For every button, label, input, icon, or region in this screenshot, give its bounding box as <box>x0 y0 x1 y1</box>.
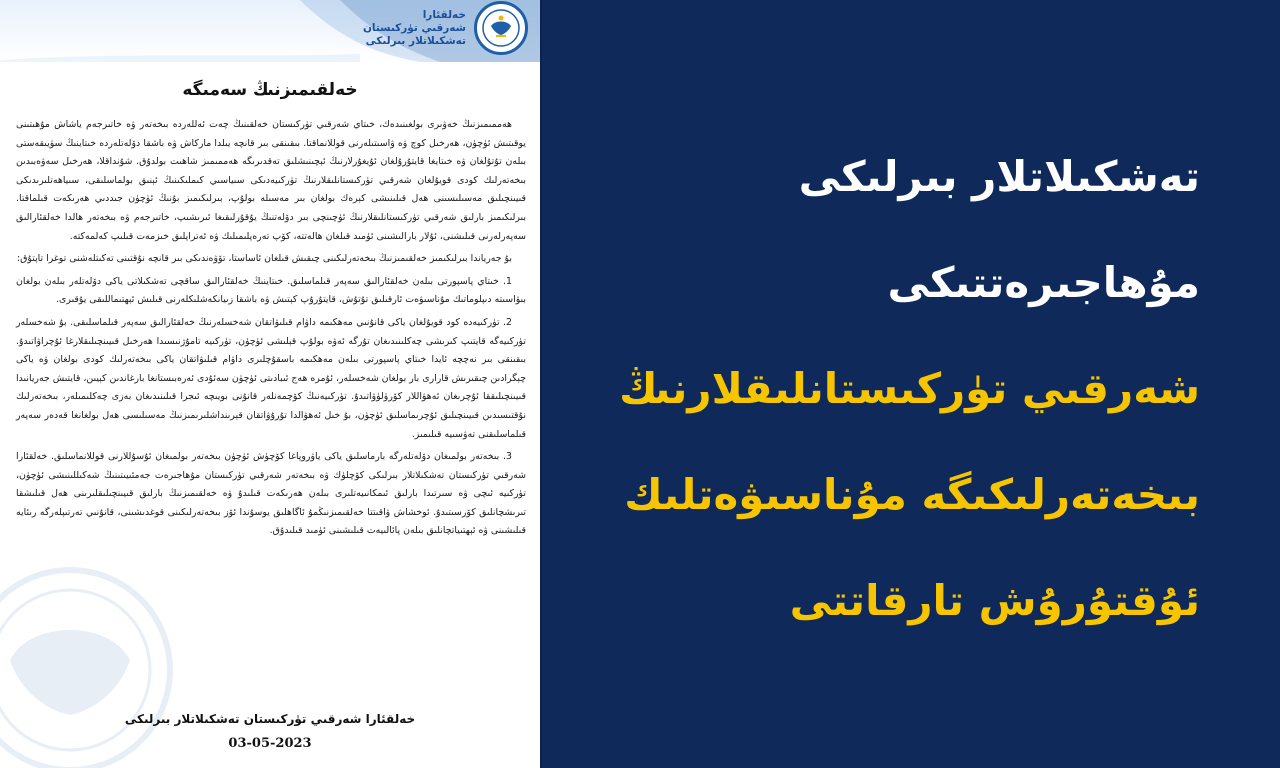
organization-block <box>363 0 528 56</box>
organization-name-line: شەرقىي تۈركىستان <box>362 21 466 34</box>
document-paragraph: 2. تۈركىيەدە كود قويۇلغان ياكى قانۇنىي مەھكىمە داۋام قىلىۋاتقان شەخسلەرنىڭ خەلقئارالىق سەپەر قىلماسلىقى. بۇ شەخسلەر تۈركىيەگە قايتىپ كىرىشى چەكلىنىدىغان تۇرگە ئەۋە بولۇپ قېلىشى ئۈچۈن، تۈركىيە تامۇژنىسىدا ھەرخىل قىيىنچىلىقلارغا ئۇچراۋاتىدۇ. بىقىنقى بىر نەچچە ئايدا خىتاي پاسپورتى بىلەن مەھكىمە باسقۇچلىرى داۋام قىلىۋاتقان ياكى بىخەتەرلىك كودى بولغان ۋە ياكى چېگرادىن چىقىرىش قارارى بار بولغان شەخسلەر، ئۇمرە ھەج ئىبادىتى ئۈچۈن سەئۇدى ئەرەبىستانغا بارغاندىن كېيىن، قايتىش جەريانىدا قىيىنچىلىققا ئۇچرىغان ئەھۋاللار كۆرۈلۈۋاتىدۇ. تۈركىيەنىڭ كۆچمەنلەر قانۇنى بويىچە ئىجرا قىلىنىدىغان بەزى چەكلىمىلەر، بىخەتەرلىك نۇقتىسىدىن قىيىنچىلىق ئۇچرىماسلىق ئۈچۈن، بۇ خىل ئەھۋالدا تۇرۇۋاتقان قېرىنداشلىرىمىزنىڭ مەسىلىسى ھەل بولغانغا قەدەر سەپەر قىلماسلىقنى تەۋسىيە قىلىمىز. <box>16 316 526 440</box>
document-date: 03-05-2023 <box>228 736 312 751</box>
document-paragraph: 3. بىخەتەر بولمىغان دۆلەتلەرگە بارماسلىق ياكى ياۋروپاغا كۆچۈش ئۈچۈن بىخەتەر بولمىغان ئۇسۇللارنى قوللانماسلىق. خەلقئارا شەرقىي تۈركىستان تەشكىلاتلار بىرلىكى كۆچلۈك ۋە بىخەتەر شەرقىي تۈركىستان مۇھاجىرەت جەمئىيىتىنىڭ شەكىللىنىشى ئۈچۈن، تۈركىيە ئىچى ۋە سىرتىدا بارلىق ئىمكانىيەتلىرى بىلەن ھەرىكەت قىلىدۇ ۋە خەلقىمىزنىڭ بارلىق قىيىنچىلىقلىرىنى ھەل قىلىشقا تىرىشچانلىق كۆرسىتىدۇ. ئوخشاش ۋاقىتتا خەلقىمىزنىڭمۇ ئاگاھلىق يوسۇندا ئۆز بىخەتەرلىكىنى قوغدىشىنى، قانۇنىي تەرتىپلەرگە رىئايە قىلىشىنى ۋە ئېھتىياتچانلىق بىلەن پائالىيەت قىلىشىنى ئۈمىد قىلىدۇق. <box>16 451 526 537</box>
document-image <box>0 0 540 768</box>
document-title: خەلقىمىزنىڭ سەمىگە <box>182 80 358 100</box>
organization-name-line: خەلقئارا <box>422 8 466 21</box>
document-body <box>16 116 526 545</box>
document-signature: خەلقئارا شەرقىي تۈركىستان تەشكىلاتلار بىرلىكى <box>124 712 416 726</box>
headline-line: شەرقىي تۈركىستانلىقلارنىڭ <box>619 364 1200 413</box>
headline-line: تەشكىلاتلار بىرلىكى <box>798 152 1200 201</box>
document-header <box>0 0 540 62</box>
document-paragraph: ھەممىمىزنىڭ خەۋىرى بولغىنىدەك، خىتاي شەرقىي تۈركىستان خەلقىنىڭ چەت ئەللەردە بىخەتەر ۋە خاتىرجەم ياشاش مۇھىتىنى يوقىتىش ئۈچۈن، ھەرخىل كوچ ۋە ۋاسىتىلەرنى قوللانماقتا. بىقىنقى بىر قانچە يىلدا ماركاش ۋە باشقا دۆلەتلەردە خىتاينىڭ سۈيىقەستى بىلەن تۇتۇلغان ۋە خىتايغا قايتۇرۇلغان ئۇيغۇرلارنىڭ ئېچىنىشلىق تەقدىرىگە ھەممىمىز شاھىت بولدۇق. شۇنداقلا، ھەرخىل سەۋەبىدىن بىخەتەرلىك كودى قويۇلغان شەرقىي تۈركىستانلىقلارنىڭ تۈركىيەدىكى سىياسىي كىملىكىنىڭ ئېنىق بولماسلىقى، سىياھەتلىرىدىكى قىيىنچىلىق مەسىلىسىنى ھەل قىلىنىشى كېرەك بولغان بىر مەسىلە بولۇپ، بىرلىكىمىز بۇنىڭ ئۈچۈن جىددىي ھەرىكەت قىلماقتا. بىرلىكىمىز بارلىق شەرقىي تۈركىستانلىقلارنىڭ ئۈچىنچى بىر دۆلەتنىڭ يۇقۇرلىقىغا ئىرىشىپ، خاتىرجەم ۋە بىخەتەر ھالدا خەلقئارالىق سەپەرلەرنى قىلىشنى، ئۇلار بارالىشىنى ئۈمىد قىلغان ھالەتتە، كۆپ تەرەپلىمىلىك ۋە ئەتراپلىق خىزمەت قىلىپ كەلمەكتە. <box>16 119 526 242</box>
organization-name <box>363 9 466 48</box>
panel-divider <box>540 0 542 768</box>
headline-line: ئۇقتۇرۇش تارقاتتى <box>789 576 1200 625</box>
organization-name-line: تەشكىلاتلار بىرلىكى <box>365 34 466 47</box>
organization-emblem-icon <box>474 1 528 55</box>
document-paragraph: 1. خىتاي پاسپورتى بىلەن خەلقئارالىق سەپەر قىلماسلىق. خىتاينىڭ خەلقئارالىق ساقچى تەشكىلاتى ياكى دۆلەتلەر بىلەن بولغان بىۋاسىتە دىپلوماتىك مۇناسىۋەت ئارقىلىق تۇتۇش، قايتۇرۇپ كېتىش ۋە باشقا زىيانكەشلىكلەرنى قىلىش ئېھتىماللىقى يۇقىرى. <box>16 275 526 306</box>
headline <box>560 150 1200 680</box>
headline-line: بىخەتەرلىكىگە مۇناسىۋەتلىك <box>624 470 1200 519</box>
headline-line: مۇھاجىرەتتىكى <box>887 258 1200 307</box>
document-paragraph: بۇ جەرياندا بىرلىكىمىز خەلقىمىزنىڭ بىخەتەرلىكىنى چىقىش قىلغان ئاساستا، تۆۋەندىكى بىر قانچە نۇقتىنى تەكىتلەشنى توغرا تاپتۇق: <box>16 253 512 265</box>
